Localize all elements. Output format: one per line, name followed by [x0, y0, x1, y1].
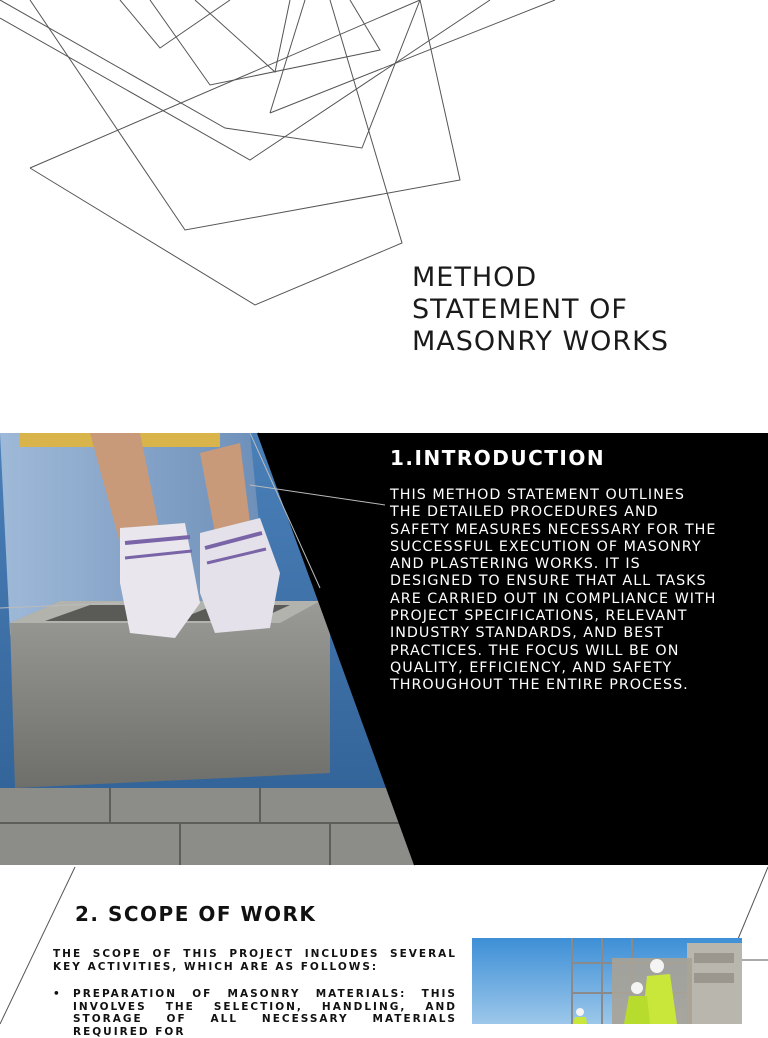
slide-title	[412, 262, 752, 358]
scope-intro: THE SCOPE OF THIS PROJECT INCLUDES SEVERAL KEY ACTIVITIES, WHICH ARE AS FOLLOWS:	[53, 948, 457, 973]
title-line: MASONRY WORKS	[412, 326, 670, 357]
bullet-text: PREPARATION OF MASONRY MATERIALS: THIS INVOLVES THE SELECTION, HANDLING, AND STORAGE OF ALL NECESSARY MATERIALS REQUIRED FOR	[73, 988, 457, 1038]
scope-bullet-item	[53, 988, 457, 1038]
title-line: STATEMENT OF	[412, 294, 628, 325]
introduction-body: THIS METHOD STATEMENT OUTLINES THE DETAILED PROCEDURES AND SAFETY MEASURES NECESSARY FOR THE SUCCESSFUL EXECUTION OF MASONRY AND PLASTERING WORKS. IT IS DESIGNED TO ENSURE THAT ALL TASKS ARE CARRIED OUT IN COMPLIANCE WITH PROJECT SPECIFICATIONS, RELEVANT INDUSTRY STANDARDS, AND BEST PRACTICES. THE FOCUS WILL BE ON QUALITY, EFFICIENCY, AND SAFETY THROUGHOUT THE ENTIRE PROCESS.	[390, 487, 717, 694]
title-line: METHOD	[412, 262, 538, 293]
introduction-slide	[0, 433, 768, 865]
introduction-heading: 1.INTRODUCTION	[390, 446, 606, 470]
construction-workers-photo	[472, 938, 742, 1024]
scope-slide	[0, 867, 768, 1038]
scope-heading: 2. SCOPE OF WORK	[75, 902, 317, 926]
bullet-symbol: •	[53, 988, 62, 1000]
title-slide	[0, 0, 768, 416]
